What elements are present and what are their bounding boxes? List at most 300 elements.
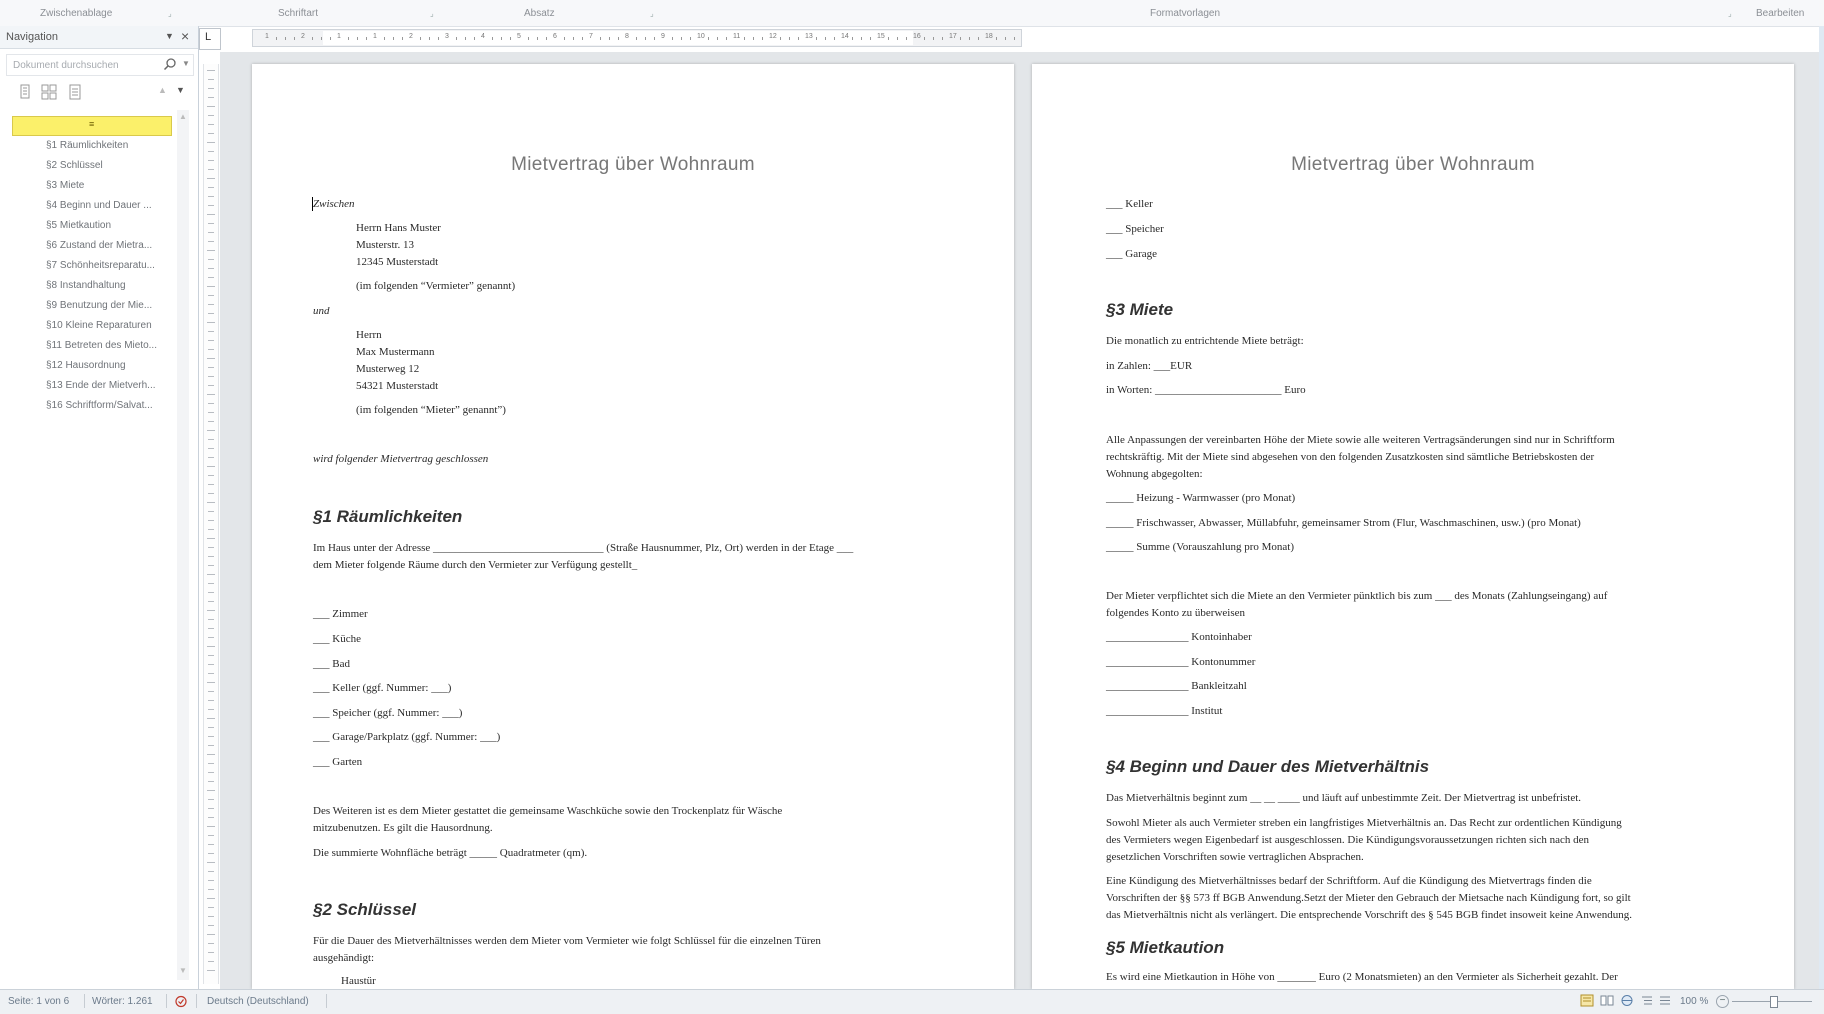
ruler-tick <box>208 835 214 836</box>
ruler-tick <box>208 304 214 305</box>
ribbon-group-clipboard[interactable]: Zwischenablage <box>40 8 113 19</box>
ruler-number: 9 <box>661 33 665 40</box>
ruler-tick <box>207 826 215 827</box>
paragraph-line: folgendes Konto zu überweisen <box>1106 607 1245 619</box>
ruler-tick <box>208 619 214 620</box>
paragraph-line: Alle Anpassungen der vereinbarten Höhe der Miete sowie alle weiteren Vertragsänderungen sind nur in Schriftform <box>1106 434 1615 446</box>
tenant-line: Max Mustermann <box>356 346 435 358</box>
ruler-tick <box>207 322 215 323</box>
page-title: Mietvertrag über Wohnraum <box>511 154 755 175</box>
ruler-tick <box>208 691 214 692</box>
landlord-line: 12345 Musterstadt <box>356 256 439 268</box>
ruler-tick <box>330 37 331 40</box>
ruler-tick <box>208 745 214 746</box>
ruler-tick <box>208 808 214 809</box>
paragraph-line: Im Haus unter der Adresse _______________________________ (Straße Hausnummer, Plz, Ort) werden in der Etage ___ <box>313 542 854 554</box>
paragraph-line: Des Weiteren ist es dem Mieter gestattet die gemeinsame Waschküche sowie den Trockenplatz für Wäsche <box>313 805 783 817</box>
ruler-tick <box>672 37 673 40</box>
navigation-title: Navigation <box>6 31 58 43</box>
landlord-note: (im folgenden “Vermieter” genannt) <box>356 280 516 292</box>
ruler-tick <box>357 37 358 40</box>
ruler-tick <box>564 37 565 40</box>
paragraph-line: Wohnung abgegolten: <box>1106 468 1203 480</box>
ruler-tick <box>208 421 214 422</box>
ruler-tick <box>208 196 214 197</box>
ruler-tick <box>924 37 925 40</box>
ruler-tick <box>384 37 385 40</box>
ruler-tick <box>207 790 215 791</box>
ruler-tick <box>207 178 215 179</box>
ruler-tick <box>208 583 214 584</box>
page-number-indicator[interactable]: Seite: 1 von 6 <box>8 996 70 1007</box>
ruler-tick <box>208 79 214 80</box>
ruler-tick <box>207 70 215 71</box>
room-item: ___ Garage/Parkplatz (ggf. Nummer: ___) <box>313 731 501 743</box>
ruler-tick <box>208 439 214 440</box>
ruler-tick <box>207 466 215 467</box>
paragraph-line: Die summierte Wohnfläche beträgt _____ Quadratmeter (qm). <box>313 847 588 859</box>
tenant-note: (im folgenden “Mieter” genannt”) <box>356 404 506 416</box>
ruler-number: 2 <box>301 33 305 40</box>
document-workspace <box>220 52 1824 989</box>
full-screen-reading-icon[interactable] <box>1600 994 1614 1007</box>
paragraph-line: rechtskräftig. Mit der Miete sind abgesehen von den folgenden Zusatzkosten sind sämtliche Betriebskosten der <box>1106 451 1595 463</box>
ruler-tick <box>888 37 889 40</box>
ruler-tick <box>429 37 430 40</box>
ruler-tick <box>208 313 214 314</box>
font-launcher-icon[interactable]: ⌟ <box>430 9 434 18</box>
paragraph-line: Die monatlich zu entrichtende Miete beträgt: <box>1106 335 1304 347</box>
ruler-tick <box>207 610 215 611</box>
ruler-tick <box>978 37 979 40</box>
navigation-pane <box>0 26 199 989</box>
heading-item[interactable]: §16 Schriftform/Salvat... <box>46 400 153 411</box>
ruler-tick <box>393 37 394 40</box>
ruler-number: 17 <box>949 33 957 40</box>
heading-section-5: §5 Mietkaution <box>1106 938 1225 957</box>
ruler-tick <box>208 223 214 224</box>
ruler-number: 13 <box>805 33 813 40</box>
paragraph-line: des Vermieters wegen Eigenbedarf ist ausgeschlossen. Die Kündigungsvoraussetzungen richten sich nach den <box>1106 834 1590 846</box>
ruler-tick <box>208 916 214 917</box>
ruler-number: 18 <box>985 33 993 40</box>
status-divider <box>196 994 197 1008</box>
heading-item[interactable]: §6 Zustand der Mietra... <box>46 240 153 251</box>
word-count-indicator[interactable]: Wörter: 1.261 <box>92 996 153 1007</box>
ruler-tick <box>207 430 215 431</box>
ruler-tick <box>208 511 214 512</box>
ruler-tick <box>789 37 790 40</box>
ruler-tick <box>208 880 214 881</box>
ruler-tick <box>456 37 457 40</box>
room-item: ___ Küche <box>313 633 361 645</box>
room-item: ___ Keller <box>1106 198 1153 210</box>
ruler-tick <box>208 88 214 89</box>
room-item: ___ Speicher <box>1106 223 1164 235</box>
cost-item: _____ Summe (Vorauszahlung pro Monat) <box>1106 541 1294 553</box>
key-item: Haustür <box>341 975 376 987</box>
ruler-tick <box>208 520 214 521</box>
heading-item[interactable]: §5 Mietkaution <box>46 220 112 231</box>
ruler-tick <box>208 475 214 476</box>
ruler-tick <box>402 37 403 40</box>
ruler-number: 2 <box>409 33 413 40</box>
heading-item[interactable]: §4 Beginn und Dauer ... <box>46 200 152 211</box>
status-divider <box>166 994 167 1008</box>
heading-section-2: §2 Schlüssel <box>313 900 417 919</box>
status-divider <box>326 994 327 1008</box>
ruler-tick <box>208 169 214 170</box>
search-icon[interactable] <box>163 57 177 71</box>
browse-results-icon[interactable] <box>64 82 86 102</box>
ruler-tick <box>960 37 961 40</box>
ruler-tick <box>208 907 214 908</box>
heading-item[interactable]: §1 Räumlichkeiten <box>46 140 129 151</box>
heading-item-selected[interactable] <box>12 116 172 136</box>
ruler-tick <box>465 37 466 40</box>
ruler-tick <box>690 37 691 40</box>
room-item: ___ Zimmer <box>313 608 368 620</box>
heading-item[interactable]: §13 Ende der Mietverh... <box>46 380 156 391</box>
ruler-tick <box>726 37 727 40</box>
zoom-out-icon[interactable]: − <box>1716 995 1729 1008</box>
text-zwischen: Zwischen <box>313 198 355 210</box>
heading-item[interactable]: §8 Instandhaltung <box>46 280 126 291</box>
ruler-number: 11 <box>733 33 741 40</box>
proofing-icon[interactable] <box>174 995 188 1008</box>
landlord-line: Musterstr. 13 <box>356 239 415 251</box>
tenant-line: Herrn <box>356 329 382 341</box>
ruler-tick <box>208 187 214 188</box>
heading-item[interactable]: §10 Kleine Reparaturen <box>46 320 152 331</box>
ruler-tick <box>208 232 214 233</box>
ruler-tick <box>208 673 214 674</box>
ruler-tick <box>208 295 214 296</box>
ruler-tick <box>825 37 826 40</box>
navigation-scrollbar[interactable] <box>177 110 189 980</box>
ruler-tick <box>537 37 538 40</box>
paragraph-line: Das Mietverhältnis beginnt zum __ __ ____ und läuft auf unbestimmte Zeit. Der Mietvertrag ist unbefristet. <box>1106 792 1582 804</box>
ruler-tick <box>208 763 214 764</box>
ruler-tick <box>618 37 619 40</box>
heading-section-1: §1 Räumlichkeiten <box>313 507 463 526</box>
paragraph-line: das Mietverhältnis nicht als verlängert. Die entsprechende Vorschrift des § 545 BGB findet insoweit keine Anwendung. <box>1106 909 1632 921</box>
ruler-tick <box>942 37 943 40</box>
ruler-tick <box>207 106 215 107</box>
browse-headings-icon[interactable] <box>14 82 36 102</box>
ruler-tick <box>681 37 682 40</box>
ruler-tick <box>870 37 871 40</box>
rent-in-figures: in Zahlen: ___EUR <box>1106 360 1193 372</box>
ruler-tick <box>438 37 439 40</box>
ruler-tick <box>208 268 214 269</box>
window-border <box>1819 26 1824 989</box>
ruler-tick <box>208 457 214 458</box>
ruler-number: 16 <box>913 33 921 40</box>
status-divider <box>84 994 85 1008</box>
ruler-number: 1 <box>373 33 377 40</box>
heading-selected-label: ≡ <box>89 119 95 129</box>
ruler-tick <box>208 205 214 206</box>
text-und: und <box>313 305 330 317</box>
ruler-tick <box>753 37 754 40</box>
ruler-tick <box>208 637 214 638</box>
ruler-tick <box>207 286 215 287</box>
ruler-tick <box>207 862 215 863</box>
ruler-tick <box>798 37 799 40</box>
zoom-level[interactable]: 100 % <box>1680 996 1709 1007</box>
ruler-tick <box>208 565 214 566</box>
ruler-tick <box>207 718 215 719</box>
room-item: ___ Bad <box>313 658 350 670</box>
ruler-tick <box>969 37 970 40</box>
bank-item: _______________ Institut <box>1106 705 1223 717</box>
ruler-tick <box>208 547 214 548</box>
ruler-tick <box>208 781 214 782</box>
room-item: ___ Garten <box>313 756 363 768</box>
cost-item: _____ Frischwasser, Abwasser, Müllabfuhr, gemeinsamer Strom (Flur, Waschmaschinen, usw.) (pro Monat) <box>1106 517 1581 529</box>
ruler-number: 14 <box>841 33 849 40</box>
heading-item[interactable]: §9 Benutzung der Mie... <box>46 300 153 311</box>
ribbon-group-editing[interactable]: Bearbeiten <box>1756 8 1805 19</box>
ruler-tick <box>208 259 214 260</box>
ruler-tick <box>207 142 215 143</box>
bank-item: _______________ Bankleitzahl <box>1106 680 1247 692</box>
navigation-view-tabs <box>8 82 193 106</box>
ruler-tick <box>582 37 583 40</box>
ruler-tick <box>208 340 214 341</box>
browse-pages-icon[interactable] <box>38 82 60 102</box>
ruler-tick <box>208 160 214 161</box>
ruler-number: 6 <box>553 33 557 40</box>
ruler-tick <box>208 376 214 377</box>
ruler-tick <box>208 493 214 494</box>
paragraph-line: Der Mieter verpflichtet sich die Miete an den Vermieter pünktlich bis zum ___ des Monats (Zahlungseingang) auf <box>1106 590 1608 602</box>
heading-item[interactable]: §3 Miete <box>46 180 85 191</box>
ruler-tick <box>609 37 610 40</box>
ruler-tick <box>208 367 214 368</box>
room-item: ___ Garage <box>1106 248 1158 260</box>
ruler-tick <box>208 331 214 332</box>
ruler-tick <box>717 37 718 40</box>
text-concluded: wird folgender Mietvertrag geschlossen <box>313 453 489 465</box>
ruler-tick <box>208 889 214 890</box>
ribbon-group-paragraph[interactable]: Absatz <box>524 8 555 19</box>
ruler-tick <box>744 37 745 40</box>
ruler-tick <box>501 37 502 40</box>
ruler-tick <box>573 37 574 40</box>
ruler-tick <box>996 37 997 40</box>
ruler-number: 8 <box>625 33 629 40</box>
ruler-tick <box>208 853 214 854</box>
ruler-tick <box>208 664 214 665</box>
ruler-tick <box>474 37 475 40</box>
ruler-tick <box>208 628 214 629</box>
left-tab-icon: L <box>205 31 212 43</box>
ruler-tick <box>208 133 214 134</box>
paragraph-line: Eine Kündigung des Mietverhältnisses bedarf der Schriftform. Auf die Kündigung des Mietvertrags finden die <box>1106 875 1592 887</box>
ruler-tick <box>208 412 214 413</box>
paragraph-line: Vorschriften der §§ 573 ff BGB Anwendung.Setzt der Mieter den Gebrauch der Mietsache nach Kündigung fort, so gilt <box>1106 892 1631 904</box>
ruler-tick <box>208 385 214 386</box>
ruler-tick <box>492 37 493 40</box>
heading-item[interactable]: §12 Hausordnung <box>46 360 126 371</box>
scroll-up-icon[interactable]: ▲ <box>179 112 187 121</box>
vertical-ruler[interactable] <box>203 64 219 984</box>
ruler-tick <box>208 925 214 926</box>
print-layout-icon[interactable] <box>1580 994 1594 1007</box>
ruler-tick <box>366 37 367 40</box>
cost-item: _____ Heizung - Warmwasser (pro Monat) <box>1106 492 1296 504</box>
ribbon-group-labels <box>0 0 1824 27</box>
next-result-icon[interactable]: ▼ <box>176 85 185 95</box>
ruler-tick <box>208 700 214 701</box>
ruler-tick <box>208 124 214 125</box>
paragraph-line: dem Mieter folgende Räume durch den Vermieter zur Verfügung gestellt_ <box>313 559 638 571</box>
close-icon[interactable]: × <box>181 28 190 44</box>
ruler-tick <box>780 37 781 40</box>
ruler-tick <box>294 37 295 40</box>
ruler-tick <box>546 37 547 40</box>
ruler-tick <box>861 37 862 40</box>
room-item: ___ Speicher (ggf. Nummer: ___) <box>313 707 463 719</box>
paragraph-line: gesetzlichen Vorschriften sowie vertraglichen Absprachen. <box>1106 851 1364 863</box>
ruler-tick <box>208 943 214 944</box>
ruler-tick <box>207 646 215 647</box>
ruler-tick <box>208 709 214 710</box>
search-options-chevron-icon[interactable]: ▼ <box>182 59 190 68</box>
ruler-tick <box>834 37 835 40</box>
ruler-number: 3 <box>445 33 449 40</box>
ruler-tick <box>208 97 214 98</box>
ruler-tick <box>207 538 215 539</box>
ruler-tick <box>207 898 215 899</box>
ruler-tick <box>207 574 215 575</box>
tenant-line: 54321 Musterstadt <box>356 380 439 392</box>
ruler-tick <box>276 37 277 40</box>
ruler-tick <box>208 349 214 350</box>
previous-result-icon[interactable]: ▲ <box>158 85 167 95</box>
paragraph-launcher-icon[interactable]: ⌟ <box>650 9 654 18</box>
page-title: Mietvertrag über Wohnraum <box>1291 154 1535 175</box>
ruler-tick <box>208 151 214 152</box>
room-item: ___ Keller (ggf. Nummer: ___) <box>313 682 452 694</box>
draft-icon[interactable] <box>1658 994 1672 1007</box>
ruler-tick <box>852 37 853 40</box>
ruler-number: 1 <box>265 33 269 40</box>
ruler-tick <box>654 37 655 40</box>
ruler-tick <box>208 592 214 593</box>
heading-item[interactable]: §7 Schönheitsreparatu... <box>46 260 155 271</box>
heading-section-4: §4 Beginn und Dauer des Mietverhältnis <box>1106 757 1430 776</box>
ruler-tick <box>208 844 214 845</box>
ruler-tick <box>208 817 214 818</box>
landlord-line: Herrn Hans Muster <box>356 222 441 234</box>
ruler-tick <box>708 37 709 40</box>
ruler-number: 1 <box>337 33 341 40</box>
ruler-tick <box>207 934 215 935</box>
clipboard-launcher-icon[interactable]: ⌟ <box>168 9 172 18</box>
ruler-tick <box>207 502 215 503</box>
tenant-line: Musterweg 12 <box>356 363 420 375</box>
language-indicator[interactable]: Deutsch (Deutschland) <box>207 996 309 1007</box>
paragraph-line: ausgehändigt: <box>313 952 375 964</box>
ruler-tick <box>645 37 646 40</box>
ruler-tick <box>208 277 214 278</box>
scroll-down-icon[interactable]: ▼ <box>179 966 187 975</box>
ruler-tick <box>600 37 601 40</box>
ruler-number: 15 <box>877 33 885 40</box>
ruler-tick <box>312 37 313 40</box>
navigation-menu-chevron-down-icon[interactable]: ▼ <box>165 31 174 41</box>
navigation-header <box>0 26 198 49</box>
bank-item: _______________ Kontoinhaber <box>1106 631 1252 643</box>
ruler-tick <box>1014 37 1015 40</box>
ruler-tick <box>208 727 214 728</box>
ruler-tick <box>207 682 215 683</box>
zoom-slider-thumb[interactable] <box>1770 996 1778 1008</box>
ruler-tick <box>207 358 215 359</box>
ruler-number: 4 <box>481 33 485 40</box>
ruler-tick <box>348 37 349 40</box>
ruler-number: 12 <box>769 33 777 40</box>
paragraph-line: Für die Dauer des Mietverhältnisses werden dem Mieter vom Vermieter wie folgt Schlüssel für die einzelnen Türen <box>313 935 821 947</box>
ruler-tick <box>816 37 817 40</box>
ruler-tick <box>528 37 529 40</box>
horizontal-ruler[interactable] <box>252 29 1022 47</box>
web-layout-icon[interactable] <box>1620 994 1634 1007</box>
paragraph-line: Sowohl Mieter als auch Vermieter streben ein langfristiges Mietverhältnis an. Das Recht zur ordentlichen Kündigung <box>1106 817 1622 829</box>
ruler-tick <box>208 772 214 773</box>
styles-launcher-icon[interactable]: ⌟ <box>1728 9 1732 18</box>
ruler-tick <box>208 556 214 557</box>
ruler-tick <box>208 403 214 404</box>
heading-item[interactable]: §11 Betreten des Mieto... <box>46 340 157 351</box>
outline-icon[interactable] <box>1640 994 1654 1007</box>
heading-item[interactable]: §2 Schlüssel <box>46 160 103 171</box>
ruler-tick <box>207 250 215 251</box>
ruler-number: 5 <box>517 33 521 40</box>
navigation-search-box <box>6 54 194 76</box>
ruler-number: 10 <box>697 33 705 40</box>
ruler-tick <box>207 754 215 755</box>
ruler-tick <box>208 736 214 737</box>
tab-stop-selector[interactable] <box>199 28 221 50</box>
ruler-tick <box>208 655 214 656</box>
status-bar <box>0 989 1824 1014</box>
ruler-tick <box>208 961 214 962</box>
ruler-tick <box>207 970 215 971</box>
ruler-tick <box>321 37 322 40</box>
ribbon-group-font[interactable]: Schriftart <box>278 8 319 19</box>
ruler-tick <box>207 214 215 215</box>
ruler-tick <box>285 37 286 40</box>
ruler-tick <box>420 37 421 40</box>
search-input[interactable] <box>11 57 163 73</box>
ruler-tick <box>208 601 214 602</box>
ruler-tick <box>208 241 214 242</box>
ruler-tick <box>510 37 511 40</box>
document-page-1[interactable] <box>252 64 1014 989</box>
ruler-tick <box>208 484 214 485</box>
heading-section-3: §3 Miete <box>1106 300 1174 319</box>
document-page-2[interactable] <box>1032 64 1794 989</box>
ruler-tick <box>762 37 763 40</box>
ruler-tick <box>897 37 898 40</box>
ribbon-group-styles[interactable]: Formatvorlagen <box>1150 8 1221 19</box>
ruler-tick <box>208 115 214 116</box>
paragraph-line: mitzubenutzen. Es gilt die Hausordnung. <box>313 822 493 834</box>
